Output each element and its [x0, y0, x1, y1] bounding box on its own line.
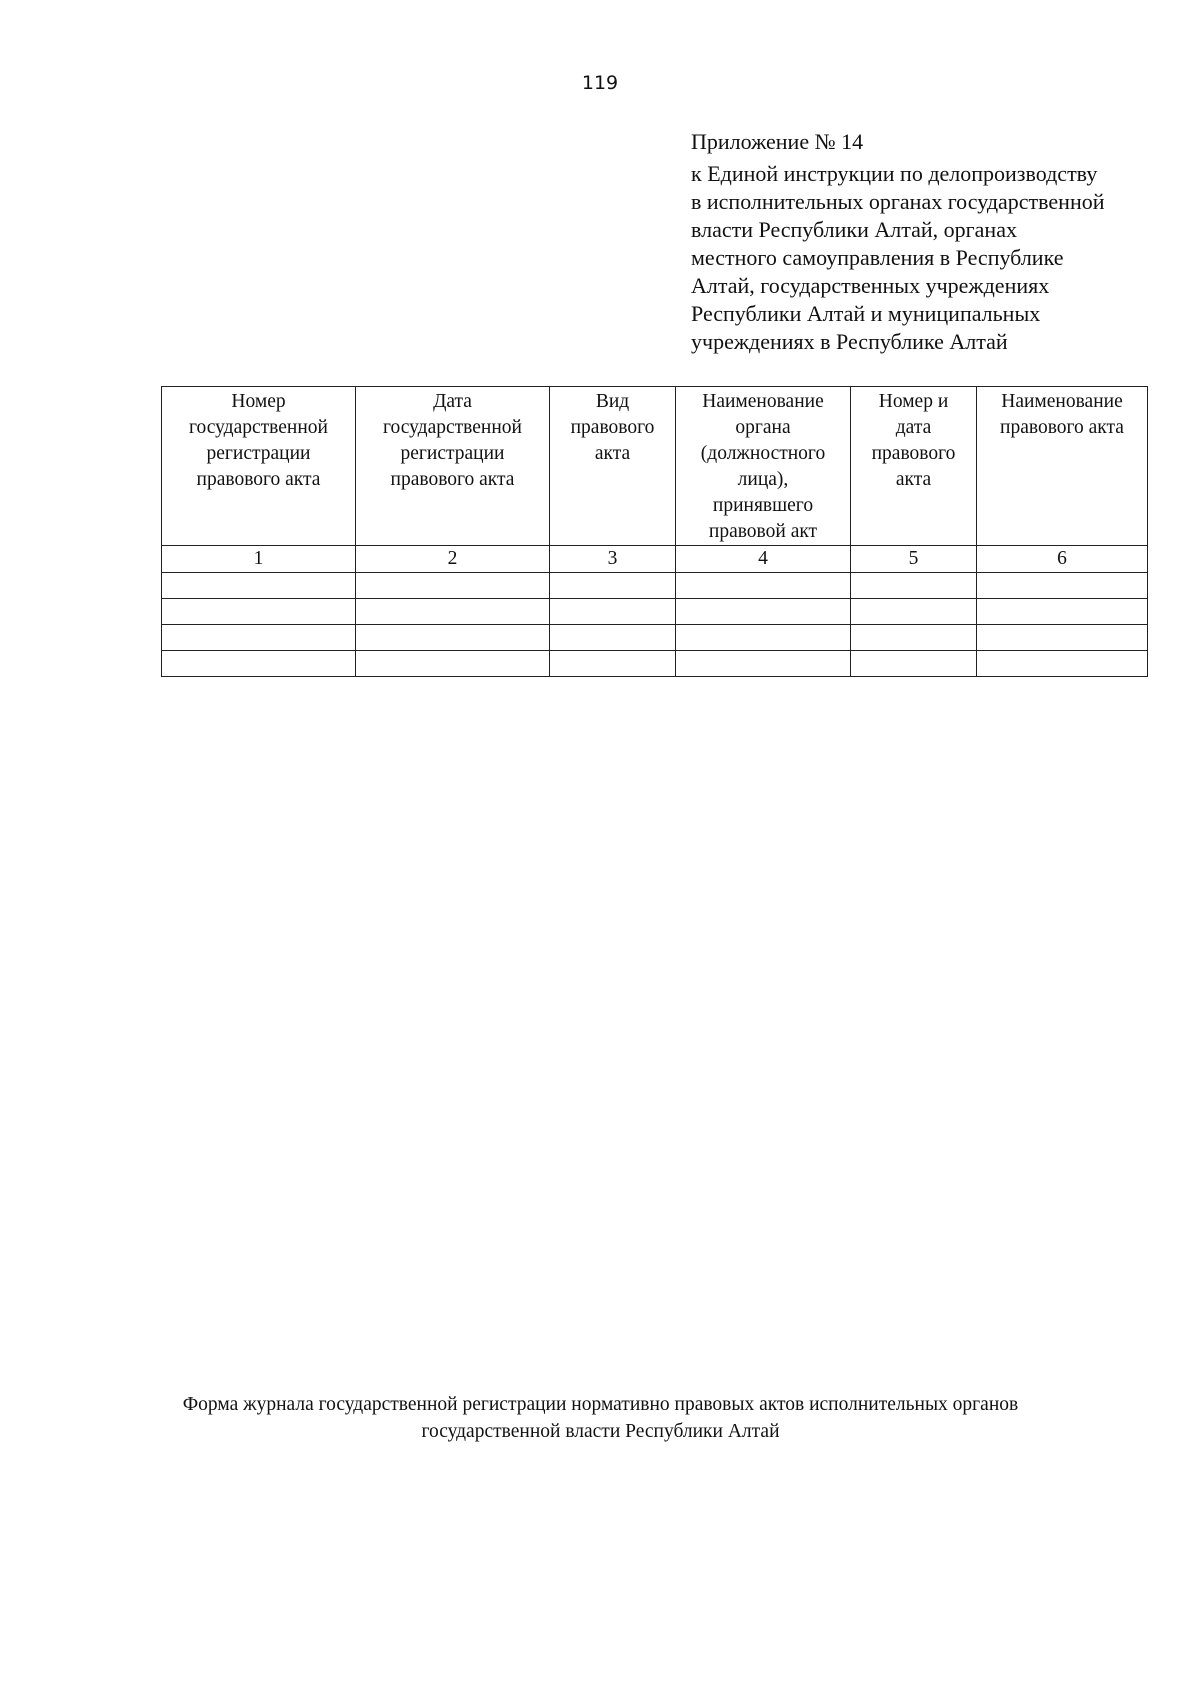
table-header-row — [162, 387, 1148, 546]
header-line: правового — [871, 443, 956, 464]
table-cell — [676, 599, 851, 625]
header-act-name — [977, 387, 1148, 546]
table-cell — [977, 599, 1148, 625]
column-number: 5 — [851, 546, 977, 573]
table-row — [162, 573, 1148, 599]
header-line: Наименование — [1001, 391, 1123, 412]
header-line: правового — [570, 417, 655, 438]
table-cell — [356, 625, 550, 651]
header-line: Номер и — [878, 391, 949, 412]
header-line: правового акта — [196, 469, 321, 490]
table-cell — [550, 573, 676, 599]
table-cell — [977, 625, 1148, 651]
header-line: дата — [895, 417, 932, 438]
table-cell — [550, 651, 676, 677]
table-cell — [162, 573, 356, 599]
header-line: правового акта — [1000, 417, 1124, 438]
header-registration-date — [356, 387, 550, 546]
column-number: 4 — [676, 546, 851, 573]
table-cell — [162, 651, 356, 677]
header-line: правовой акт — [708, 521, 818, 542]
page-number: 119 — [581, 72, 619, 94]
header-line: государственной — [383, 417, 522, 438]
appendix-title: Приложение № 14 — [691, 129, 864, 154]
header-act-number-date — [851, 387, 977, 546]
form-caption — [0, 1391, 1200, 1445]
table-cell — [676, 573, 851, 599]
header-line: правового акта — [390, 469, 515, 490]
header-line: лица), — [737, 469, 789, 490]
caption-line: государственной власти Республики Алтай — [421, 1421, 780, 1442]
registration-journal-table — [161, 386, 1148, 677]
table-cell — [851, 651, 977, 677]
header-registration-number — [162, 387, 356, 546]
table-cell — [356, 573, 550, 599]
caption-line: Форма журнала государственной регистрации нормативно правовых актов исполнительных органов — [182, 1394, 1019, 1415]
appendix-line: Алтай, государственных учреждениях — [691, 273, 1050, 298]
header-line: (должностного — [700, 443, 826, 464]
appendix-line: Республики Алтай и муниципальных — [691, 301, 1041, 326]
table-row — [162, 599, 1148, 625]
table-cell — [977, 651, 1148, 677]
column-number: 1 — [162, 546, 356, 573]
header-line: Вид — [595, 391, 630, 412]
table-cell — [676, 625, 851, 651]
appendix-line: учреждениях в Республике Алтай — [691, 329, 1008, 354]
table-cell — [676, 651, 851, 677]
header-line: принявшего — [712, 495, 814, 516]
column-number: 6 — [977, 546, 1148, 573]
header-issuing-body — [676, 387, 851, 546]
header-line: акта — [594, 443, 631, 464]
appendix-line: местного самоуправления в Республике — [691, 245, 1064, 270]
table-cell — [550, 625, 676, 651]
table-cell — [162, 599, 356, 625]
header-line: государственной — [189, 417, 328, 438]
column-number-row — [162, 546, 1148, 573]
header-line: регистрации — [400, 443, 505, 464]
header-line: органа — [735, 417, 791, 438]
table-cell — [851, 599, 977, 625]
appendix-line: в исполнительных органах государственной — [691, 189, 1105, 214]
header-line: регистрации — [206, 443, 311, 464]
header-line: акта — [895, 469, 932, 490]
header-line: Дата — [433, 391, 472, 412]
table-cell — [977, 573, 1148, 599]
table-cell — [851, 625, 977, 651]
table-cell — [162, 625, 356, 651]
table-cell — [851, 573, 977, 599]
table-row — [162, 625, 1148, 651]
table-cell — [356, 599, 550, 625]
header-line: Наименование — [702, 391, 824, 412]
table-cell — [550, 599, 676, 625]
header-act-type — [550, 387, 676, 546]
table-cell — [356, 651, 550, 677]
appendix-block — [691, 128, 1171, 356]
header-line: Номер — [231, 391, 286, 412]
table-row — [162, 651, 1148, 677]
appendix-line: власти Республики Алтай, органах — [691, 217, 1017, 242]
appendix-line: к Единой инструкции по делопроизводству — [691, 161, 1098, 186]
column-number: 3 — [550, 546, 676, 573]
column-number: 2 — [356, 546, 550, 573]
